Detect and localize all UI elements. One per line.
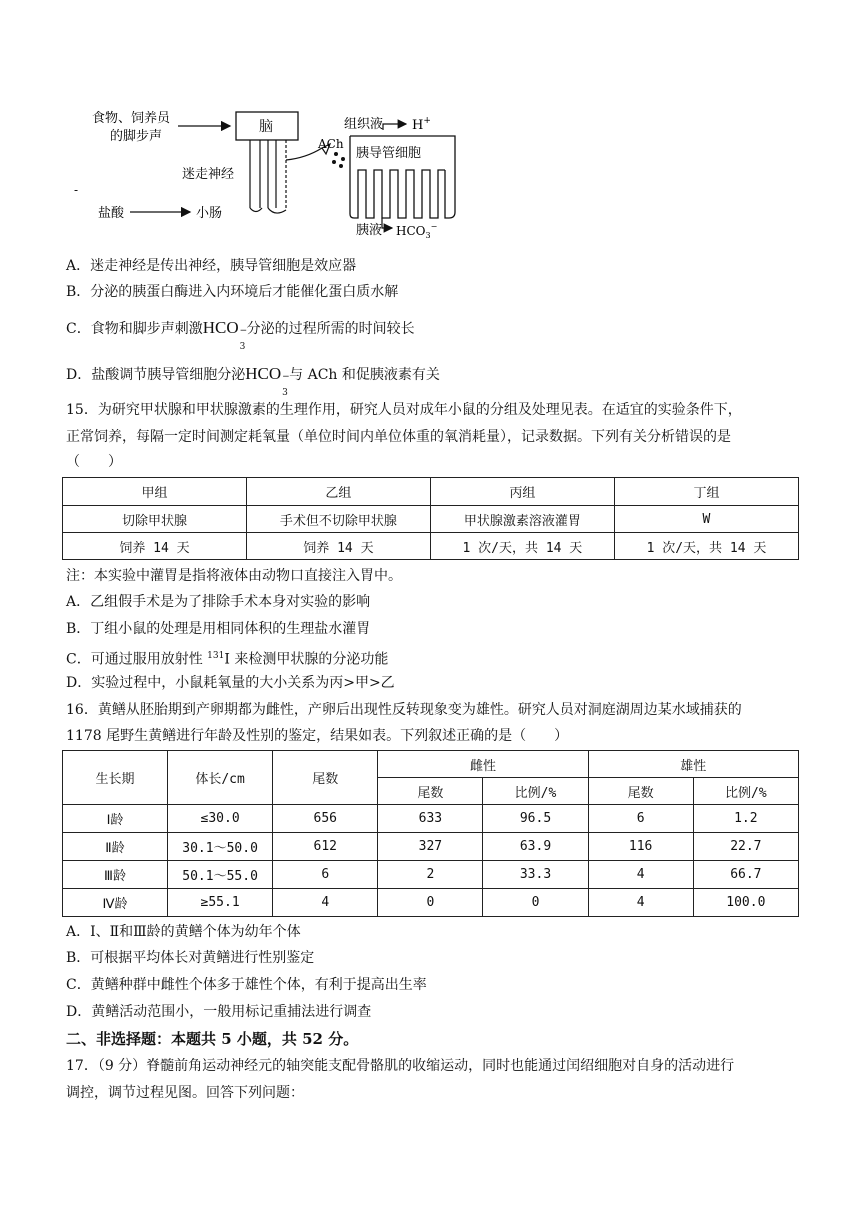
table-row: Ⅰ龄 ≤30.0 656 633 96.5 6 1.2 — [63, 805, 799, 833]
table-header: 丙组 — [430, 478, 614, 506]
q16-table — [62, 750, 799, 917]
q15-stem-2: 正常饲养，每隔一定时间测定耗氧量（单位时间内单位体重的氧消耗量），记录数据。下列有关分析错误的是 — [66, 429, 731, 445]
table-header: 比例/% — [483, 778, 588, 805]
table-cell: 切除甲状腺 — [63, 506, 247, 533]
table-header: 雄性 — [588, 751, 798, 778]
intestine-label: 小肠 — [196, 206, 223, 221]
q15-stem-3: （ ） — [66, 454, 122, 470]
brain-label: 脑 — [259, 119, 273, 135]
table-header: 尾数 — [378, 778, 483, 805]
pancreatic-juice-label: 胰液 — [356, 223, 383, 238]
vagus-label: 迷走神经 — [182, 167, 235, 182]
table-cell: W — [614, 506, 798, 533]
table-header: 生长期 — [63, 751, 168, 805]
q16-option-b: B．可根据平均体长对黄鳝进行性别鉴定 — [66, 950, 315, 966]
duct-cell-label: 胰导管细胞 — [356, 146, 422, 161]
q15-option-b: B．丁组小鼠的处理是用相同体积的生理盐水灌胃 — [66, 621, 371, 637]
q16-option-d: D．黄鳝活动范围小，一般用标记重捕法进行调查 — [66, 1004, 372, 1020]
hcl-label: 盐酸 — [98, 206, 125, 221]
table-cell: 饲养 14 天 — [63, 533, 247, 560]
q16-option-c: C．黄鳝种群中雌性个体多于雄性个体，有利于提高出生率 — [66, 977, 427, 993]
table-header: 尾数 — [273, 751, 378, 805]
q15-table — [62, 477, 799, 560]
table-header: 体长/cm — [167, 751, 272, 805]
hco3-label: $HCO_3^-$ — [396, 222, 438, 240]
q15-option-c: C．可通过服用放射性 $^{131}$I 来检测甲状腺的分泌功能 — [66, 651, 389, 668]
pancreas-regulation-diagram — [60, 100, 480, 250]
table-cell: 甲状腺激素溶液灌胃 — [430, 506, 614, 533]
q17-line-2: 调控，调节过程见图。回答下列问题： — [66, 1085, 304, 1101]
table-row: Ⅱ龄 30.1～50.0 612 327 63.9 116 22.7 — [63, 833, 799, 861]
table-header: 尾数 — [588, 778, 693, 805]
table-cell: 饲养 14 天 — [246, 533, 430, 560]
h-ion-label: H+ — [412, 116, 431, 133]
stimulus-label-2: 的脚步声 — [110, 129, 163, 144]
table-header: 丁组 — [614, 478, 798, 506]
stimulus-label-1: 食物、饲养员 — [92, 111, 171, 126]
q15-stem-1: 15．为研究甲状腺和甲状腺激素的生理作用，研究人员对成年小鼠的分组及处理见表。在适宜的实验条件下， — [66, 402, 742, 418]
q15-option-a: A．乙组假手术是为了排除手术本身对实验的影响 — [66, 594, 371, 610]
table-header: 比例/% — [693, 778, 798, 805]
section-title: 二、非选择题：本题共 5 小题，共 52 分。 — [66, 1030, 359, 1048]
table-header: 乙组 — [246, 478, 430, 506]
table-cell: 1 次/天，共 14 天 — [430, 533, 614, 560]
q14-option-d: D．盐酸调节胰导管细胞分泌HCO − 3 与 ACh 和促胰液素有关 — [66, 364, 440, 398]
q16-option-a: A．Ⅰ、Ⅱ和Ⅲ龄的黄鳝个体为幼年个体 — [66, 924, 301, 940]
q15-option-d: D．实验过程中，小鼠耗氧量的大小关系为丙>甲>乙 — [66, 675, 395, 691]
table-row: Ⅳ龄 ≥55.1 4 0 0 4 100.0 — [63, 889, 799, 917]
q16-stem-2: 1178 尾野生黄鳝进行年龄及性别的鉴定，结果如表。下列叙述正确的是（ ） — [66, 728, 569, 744]
q14-option-b: B．分泌的胰蛋白酶进入内环境后才能催化蛋白质水解 — [66, 284, 399, 300]
tissue-fluid-label: 组织液 — [344, 117, 384, 132]
table-cell: 1 次/天，共 14 天 — [614, 533, 798, 560]
table-row: Ⅲ龄 50.1～55.0 6 2 33.3 4 66.7 — [63, 861, 799, 889]
q14-option-a: A．迷走神经是传出神经，胰导管细胞是效应器 — [66, 258, 357, 274]
stray-mark: - — [74, 183, 79, 197]
ach-label: ACh — [318, 137, 344, 151]
table-header: 甲组 — [63, 478, 247, 506]
q17-line-1: 17．（9 分）脊髓前角运动神经元的轴突能支配骨骼肌的收缩运动，同时也能通过闰绍细胞对自身的活动进行 — [66, 1058, 735, 1074]
q16-stem-1: 16．黄鳝从胚胎期到产卵期都为雌性，产卵后出现性反转现象变为雄性。研究人员对洞庭湖周边某水域捕获的 — [66, 702, 742, 718]
q15-note: 注：本实验中灌胃是指将液体由动物口直接注入胃中。 — [66, 568, 402, 584]
table-header: 雌性 — [378, 751, 588, 778]
table-cell: 手术但不切除甲状腺 — [246, 506, 430, 533]
q14-option-c: C．食物和脚步声刺激HCO − 3 分泌的过程所需的时间较长 — [66, 318, 415, 352]
